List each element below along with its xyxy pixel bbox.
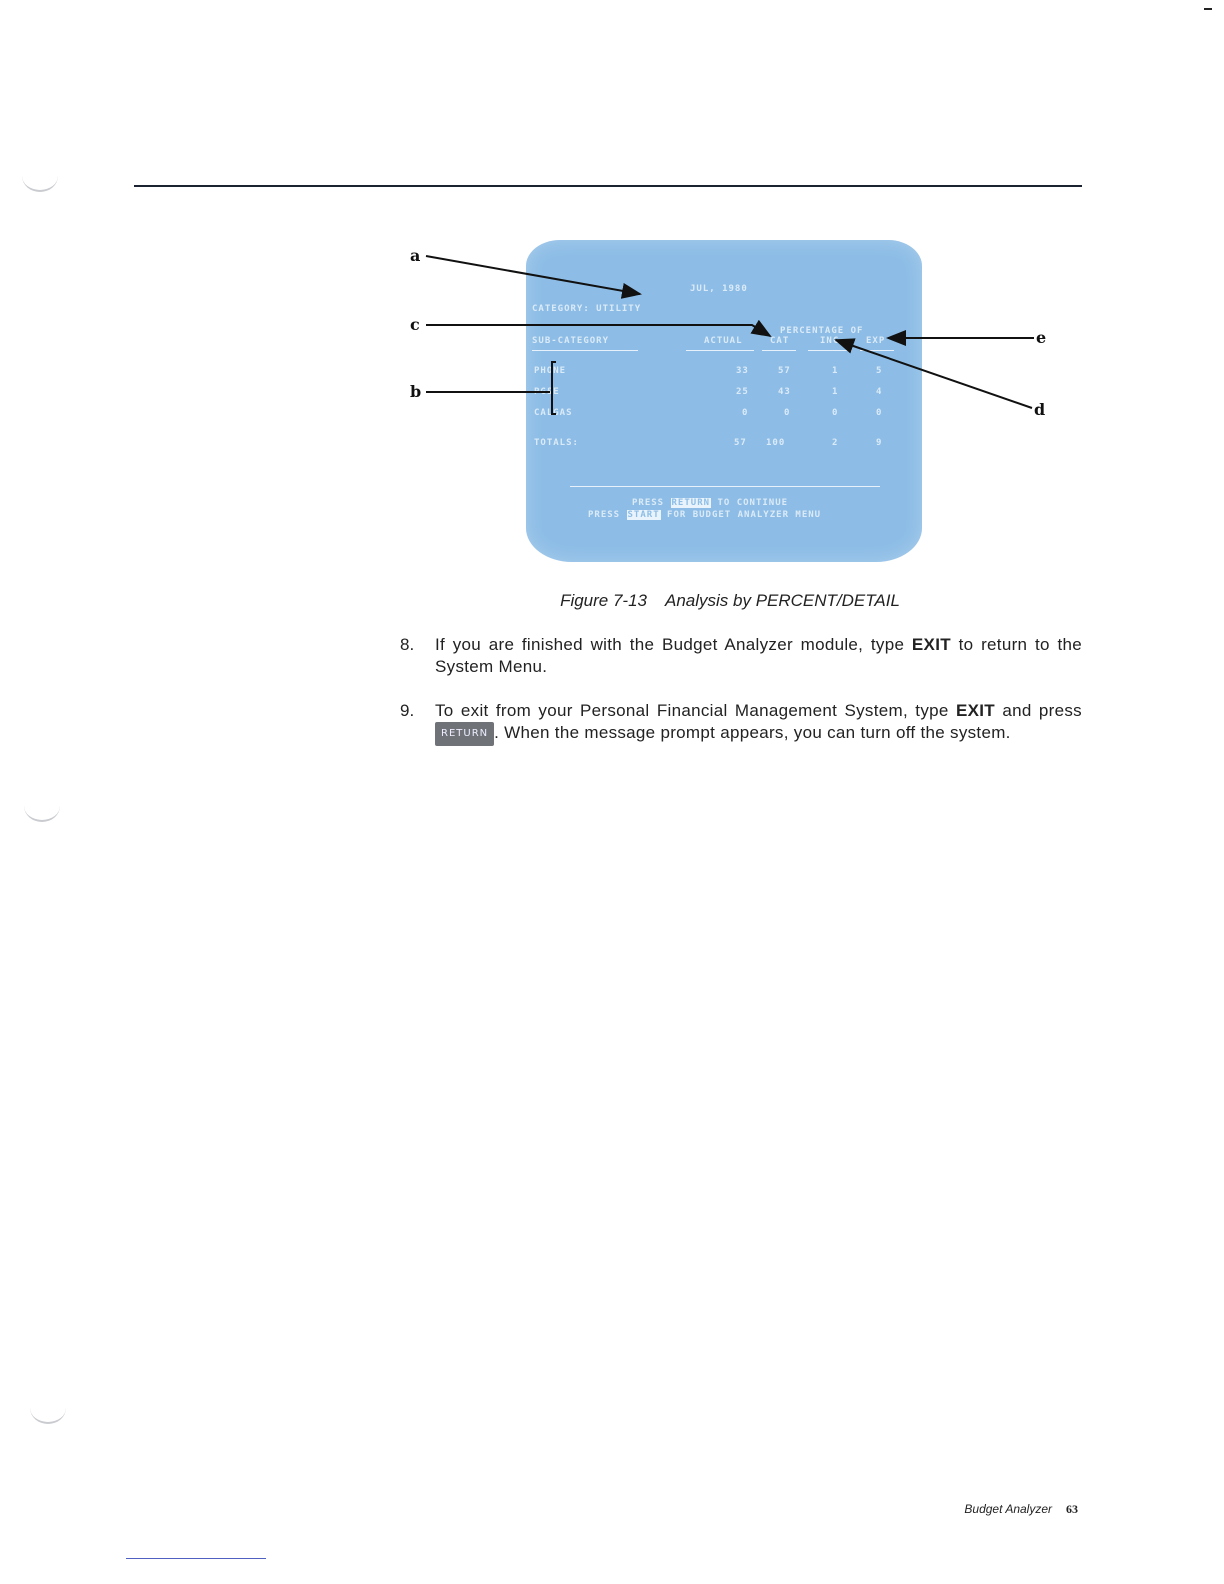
screen-figure — [400, 236, 1060, 566]
totals-actual: 57 — [734, 438, 747, 448]
list-item — [400, 700, 1082, 746]
bracket-b — [552, 362, 556, 414]
arrow-a — [426, 256, 640, 294]
row-exp: 4 — [876, 387, 883, 397]
step-number: 9. — [400, 701, 415, 720]
totals-inc: 2 — [832, 438, 839, 448]
corner-mark — [1204, 8, 1212, 10]
page-footer — [964, 1502, 1078, 1517]
figure-title: Analysis by PERCENT/DETAIL — [665, 591, 900, 610]
page-number: 63 — [1066, 1502, 1078, 1516]
step-text — [435, 700, 1082, 746]
step-text-part: . When the message prompt appears, you can turn off the system. — [494, 723, 1011, 742]
row-actual: 0 — [742, 408, 749, 418]
row-inc: 1 — [832, 366, 839, 376]
callout-b: b — [410, 382, 422, 401]
prompt-continue-text: TO CONTINUE — [717, 498, 789, 508]
figure-number: Figure 7-13 — [560, 591, 647, 610]
return-key-icon: RETURN — [435, 722, 494, 746]
row-inc: 1 — [832, 387, 839, 397]
callout-a: a — [410, 246, 421, 265]
figure-caption — [400, 591, 1060, 611]
command-exit: EXIT — [955, 701, 995, 720]
start-key-label: START — [627, 510, 660, 520]
step-text — [435, 634, 1082, 678]
row-inc: 0 — [832, 408, 839, 418]
arrow-c — [426, 325, 770, 336]
totals-label: TOTALS: — [534, 438, 579, 448]
arrow-d — [836, 340, 1032, 408]
prompt-press: PRESS — [632, 498, 665, 508]
row-cat: 57 — [778, 366, 791, 376]
return-key-label: RETURN — [671, 498, 711, 508]
binder-hole-top — [22, 160, 58, 192]
totals-cat: 100 — [766, 438, 786, 448]
callout-e: e — [1036, 328, 1047, 347]
binder-hole-bottom — [30, 1392, 66, 1424]
list-item — [400, 634, 1082, 678]
row-actual: 25 — [736, 387, 749, 397]
binder-hole-middle — [24, 790, 60, 822]
header-subcategory: SUB-CATEGORY — [532, 336, 610, 346]
row-name: PHONE — [534, 366, 567, 376]
header-actual: ACTUAL — [704, 336, 743, 346]
header-rule — [134, 185, 1082, 187]
prompt-menu-text: FOR BUDGET ANALYZER MENU — [667, 510, 822, 520]
screen-category: CATEGORY: UTILITY — [532, 304, 642, 314]
totals-exp: 9 — [876, 438, 883, 448]
footer-title: Budget Analyzer — [964, 1502, 1052, 1516]
step-text-part: to return to the System Menu. — [435, 635, 1082, 676]
step-text-part: and press — [994, 701, 1082, 720]
command-exit: EXIT — [911, 635, 951, 654]
bottom-line — [126, 1558, 266, 1559]
row-actual: 33 — [736, 366, 749, 376]
step-text-part: If you are finished with the Budget Analyzer module, type — [435, 635, 912, 654]
prompt-press: PRESS — [588, 510, 621, 520]
screen-percentage-of: PERCENTAGE OF — [780, 326, 864, 336]
header-exp: EXP — [866, 336, 886, 346]
row-cat: 43 — [778, 387, 791, 397]
callout-d: d — [1034, 400, 1046, 419]
row-exp: 5 — [876, 366, 883, 376]
header-cat: CAT — [770, 336, 790, 346]
row-name: CALGAS — [534, 408, 573, 418]
callout-arrows — [400, 236, 1060, 566]
screen-date: JUL, 1980 — [690, 284, 748, 294]
row-name: PG&E — [534, 387, 560, 397]
header-inc: INC — [820, 336, 840, 346]
row-exp: 0 — [876, 408, 883, 418]
row-cat: 0 — [784, 408, 791, 418]
callout-c: c — [410, 315, 420, 334]
step-text-part: To exit from your Personal Financial Management System, type — [435, 701, 956, 720]
step-number: 8. — [400, 635, 415, 654]
